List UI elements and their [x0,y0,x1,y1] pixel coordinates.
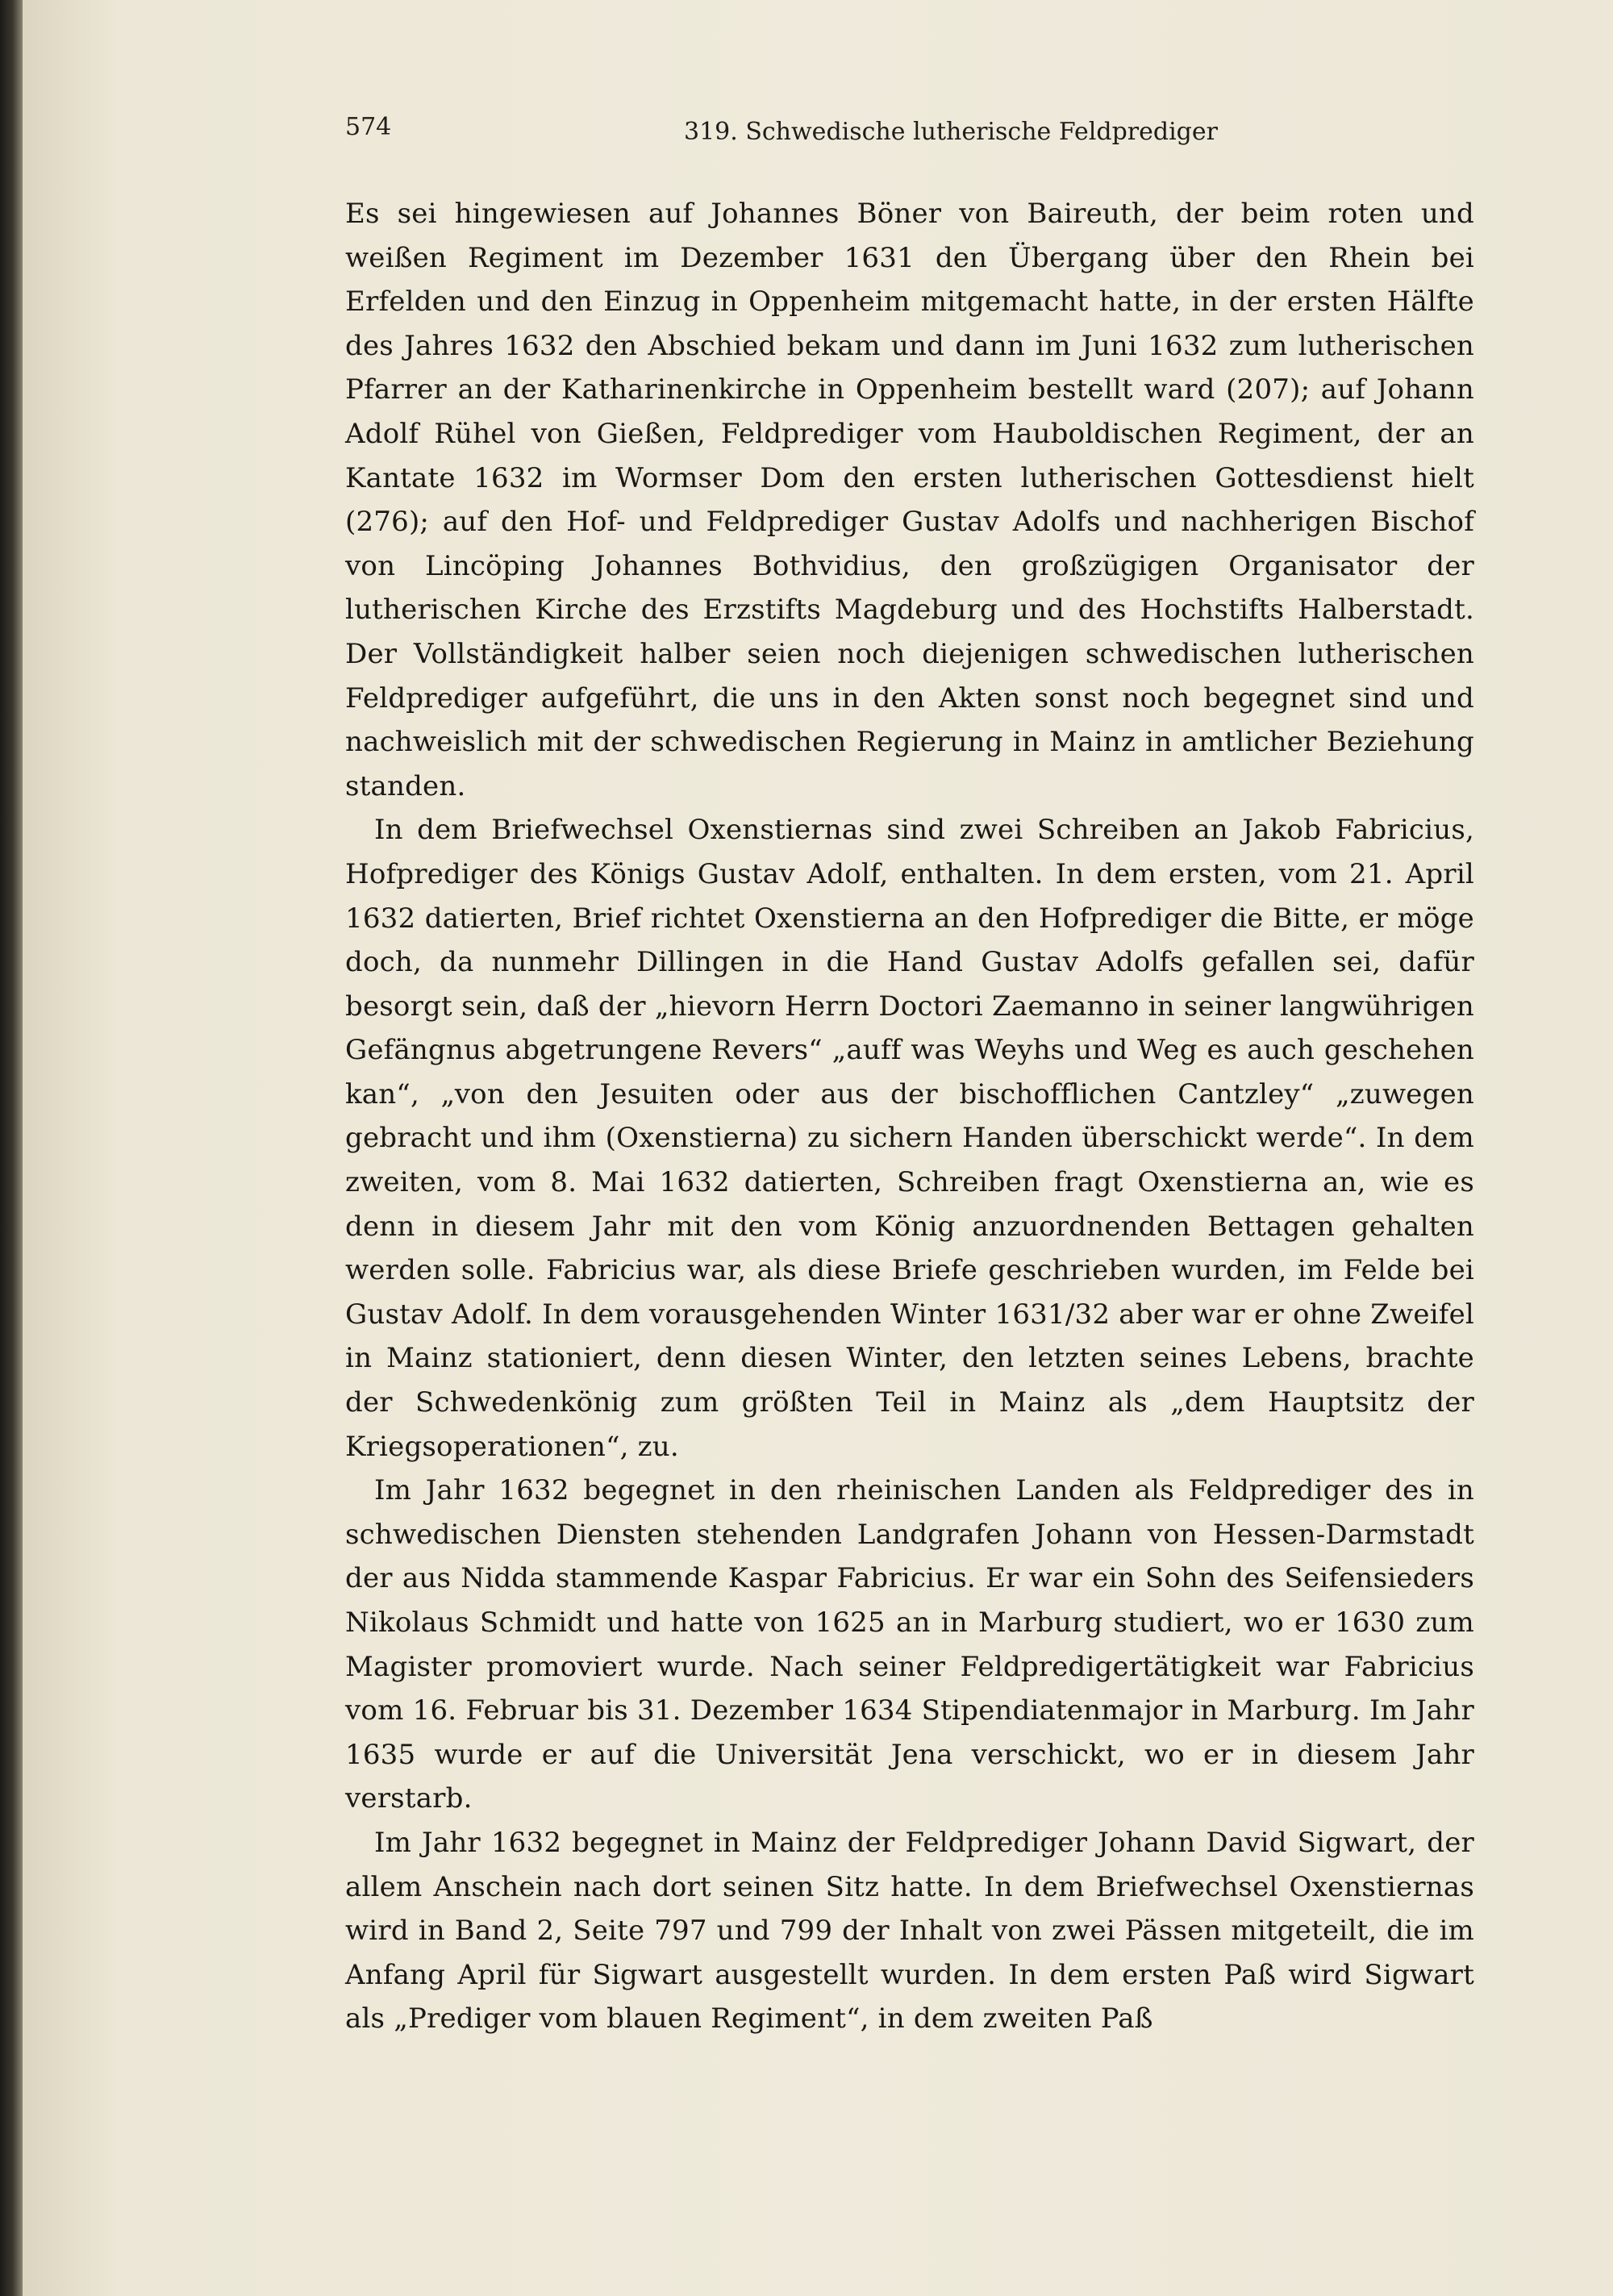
paragraph-4: Im Jahr 1632 begegnet in Mainz der Feldprediger Johann David Sigwart, der allem Anschein nach dort seinen Sitz hatte. In dem Briefwechsel Oxenstiernas wird in Band 2, Seite 797 und 799 der Inhalt von zwei Pässen mitgeteilt, die im Anfang April für Sigwart ausgestellt wurden. In dem ersten Paß wird Sigwart als „Prediger vom blauen Regiment“, in dem zweiten Paß [345,1826,1474,2036]
paragraph-1: Es sei hingewiesen auf Johannes Böner von Baireuth, der beim roten und weißen Regiment im Dezember 1631 den Übergang über den Rhein bei Erfelden und den Einzug in Oppenheim mitgemacht hatte, in der ersten Hälfte des Jahres 1632 den Abschied bekam und dann im Juni 1632 zum lutherischen Pfarrer an der Katharinenkirche in Oppenheim bestellt ward (207); auf Johann Adolf Rühel von Gießen, Feldprediger vom Hauboldischen Regiment, der an Kantate 1632 im Wormser Dom den ersten lutherischen Gottesdienst hielt (276); auf den Hof- und Feldprediger Gustav Adolfs und nachherigen Bischof von Lincöping Johannes Bothvidius, den großzügigen Organisator der lutherischen Kirche des Erzstifts Magdeburg und des Hochstifts Halberstadt. Der Vollständigkeit halber seien noch diejenigen schwedischen lutherischen Feldprediger aufgeführt, die uns in den Akten sonst noch begegnet sind und nachweislich mit der schwedischen Regierung in Mainz in amtlicher Beziehung standen. [345,198,1474,802]
paragraph-2: In dem Briefwechsel Oxenstiernas sind zwei Schreiben an Jakob Fabricius, Hofprediger des Königs Gustav Adolf, enthalten. In dem ersten, vom 21. April 1632 datierten, Brief richtet Oxenstierna an den Hofprediger die Bitte, er möge doch, da nunmehr Dillingen in die Hand Gustav Adolfs gefallen sei, dafür besorgt sein, daß der „hievorn Herrn Doctori Zaemanno in seiner langwührigen Gefängnus abgetrungene Revers“ „auff was Weyhs und Weg es auch geschehen kan“, „von den Jesuiten oder aus der bischofflichen Cantzley“ „zuwegen gebracht und ihm (Oxenstierna) zu sichern Handen überschickt werde“. In dem zweiten, vom 8. Mai 1632 datierten, Schreiben fragt Oxenstierna an, wie es denn in diesem Jahr mit den vom König anzuordnenden Bettagen gehalten werden solle. Fabricius war, als diese Briefe geschrieben wurden, im Felde bei Gustav Adolf. In dem vorausgehenden Winter 1631/32 aber war er ohne Zweifel in Mainz stationiert, denn diesen Winter, den letzten seines Lebens, brachte der Schwedenkönig zum größten Teil in Mainz als „dem Hauptsitz der Kriegsoperationen“, zu. [345,814,1474,1463]
page-header [345,113,1474,161]
book-binding-edge [0,0,23,2296]
paragraph-3: Im Jahr 1632 begegnet in den rheinischen Landen als Feldprediger des in schwedischen Diensten stehenden Landgrafen Johann von Hessen-Darmstadt der aus Nidda stammende Kaspar Fabricius. Er war ein Sohn des Seifensieders Nikolaus Schmidt und hatte von 1625 an in Marburg studiert, wo er 1630 zum Magister promoviert wurde. Nach seiner Feldpredigertätigkeit war Fabricius vom 16. Februar bis 31. Dezember 1634 Stipendiatenmajor in Marburg. Im Jahr 1635 wurde er auf die Universität Jena verschickt, wo er in diesem Jahr verstarb. [345,1474,1474,1815]
book-page [23,0,1613,2296]
page-number: 574 [345,113,392,141]
body-text [345,192,1474,2041]
running-head: 319. Schwedische lutherische Feldprediger [684,118,1218,146]
